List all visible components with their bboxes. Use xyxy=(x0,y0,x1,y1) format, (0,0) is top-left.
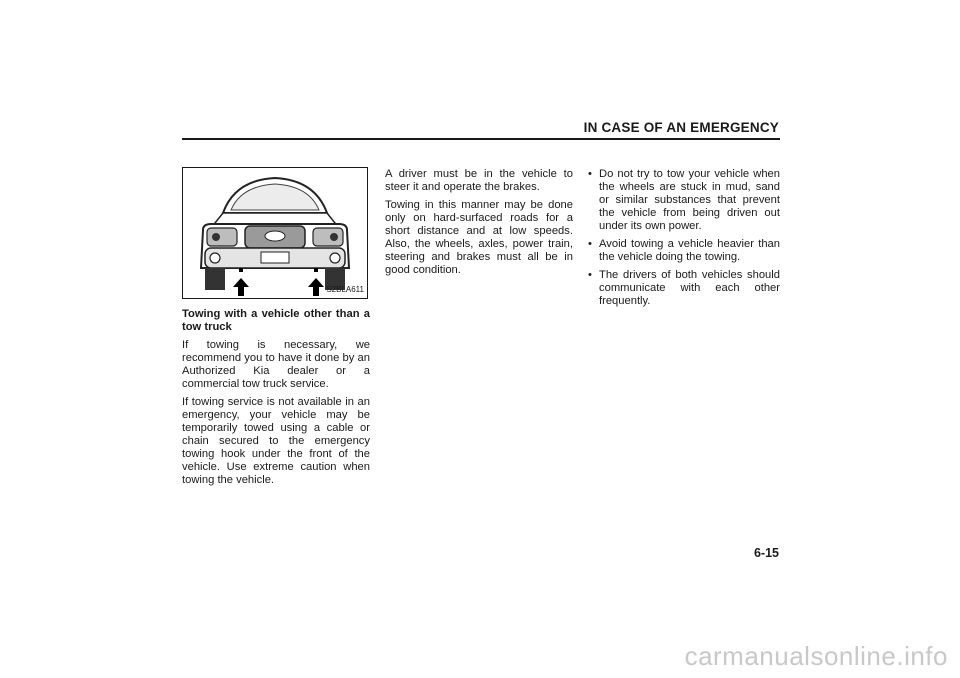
section-heading: Towing with a vehicle other than a tow truck xyxy=(182,308,370,333)
towing-hook-figure xyxy=(182,167,368,299)
column-3 xyxy=(588,168,780,313)
car-front-illustration xyxy=(183,168,367,298)
paragraph: Towing in this manner may be done only on hard-surfaced roads for a short distance and at low speeds. Also, the wheels, axles, power train, steering and brakes must all be in good condition. xyxy=(385,199,573,276)
section-title: IN CASE OF AN EMERGENCY xyxy=(583,120,779,135)
column-2 xyxy=(385,168,573,282)
bullet-list xyxy=(588,168,780,308)
page-number: 6-15 xyxy=(753,546,779,560)
figure-code: S2BLA611 xyxy=(326,285,364,294)
list-item: • Avoid towing a vehicle heavier than the vehicle doing the towing. xyxy=(588,238,780,264)
watermark: carmanualsonline.info xyxy=(684,641,948,671)
up-arrow-icon xyxy=(233,278,249,296)
list-item: • Do not try to tow your vehicle when the wheels are stuck in mud, sand or similar substances that prevent the vehicle from being driven out under its own power. xyxy=(588,168,780,233)
paragraph: A driver must be in the vehicle to steer it and operate the brakes. xyxy=(385,168,573,193)
up-arrow-icon xyxy=(308,278,324,296)
paragraph: If towing service is not available in an emergency, your vehicle may be temporarily towed using a cable or chain secured to the emergency towing hook under the front of the vehicle. Use extreme caution when towing the vehicle. xyxy=(182,396,370,486)
paragraph: If towing is necessary, we recommend you to have it done by an Authorized Kia dealer or a commercial tow truck service. xyxy=(182,339,370,390)
list-item: • The drivers of both vehicles should communicate with each other frequently. xyxy=(588,269,780,308)
column-1 xyxy=(182,308,370,492)
header-divider xyxy=(182,138,780,140)
